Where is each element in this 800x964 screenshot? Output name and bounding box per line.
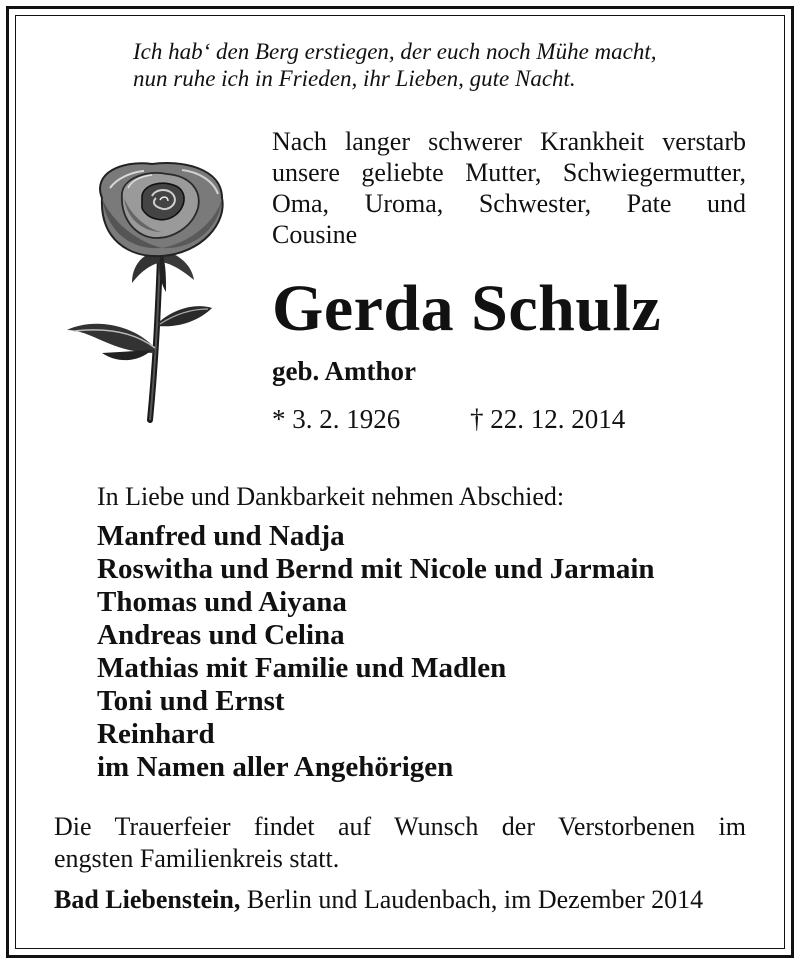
mourner-line: Thomas und Aiyana	[97, 586, 347, 618]
place-bold: Bad Liebenstein,	[54, 885, 241, 914]
intro-line-4: Cousine	[272, 220, 358, 249]
intro-line-3: Oma, Uroma, Schwester, Pate und	[272, 189, 746, 218]
funeral-service-note	[54, 811, 746, 875]
poem-line-2: nun ruhe ich in Frieden, ihr Lieben, gute Nacht.	[133, 66, 576, 91]
mourner-line: Toni und Ernst	[97, 685, 285, 717]
mourner-line: Roswitha und Bernd mit Nicole und Jarmain	[97, 553, 655, 585]
farewell-heading: In Liebe und Dankbarkeit nehmen Abschied:	[97, 482, 565, 511]
intro-line-1: Nach langer schwerer Krankheit verstarb	[272, 127, 746, 156]
intro-text	[272, 126, 746, 250]
mourner-line: Reinhard	[97, 718, 215, 750]
service-line-1: Die Trauerfeier findet auf Wunsch der Verstorbenen im	[54, 812, 746, 841]
poem-line-1: Ich hab‘ den Berg erstiegen, der euch noch Mühe macht,	[133, 39, 657, 64]
death-date: † 22. 12. 2014	[470, 404, 626, 434]
mourner-line: Manfred und Nadja	[97, 520, 345, 552]
birth-date: * 3. 2. 1926	[272, 404, 401, 434]
mourner-line: im Namen aller Angehörigen	[97, 751, 454, 783]
mourners-list	[97, 520, 655, 784]
mourner-line: Mathias mit Familie und Madlen	[97, 652, 507, 684]
poem-quote	[133, 38, 773, 92]
deceased-name: Gerda Schulz	[272, 272, 662, 345]
place-rest: Berlin und Laudenbach, im Dezember 2014	[240, 885, 704, 914]
service-line-2: engsten Familienkreis statt.	[54, 844, 340, 873]
mourner-line: Andreas und Celina	[97, 619, 345, 651]
deceased-birth-name: geb. Amthor	[272, 356, 416, 386]
rose-icon	[62, 158, 237, 426]
place-and-date	[54, 884, 703, 916]
intro-line-2: unsere geliebte Mutter, Schwiegermutter,	[272, 158, 746, 187]
